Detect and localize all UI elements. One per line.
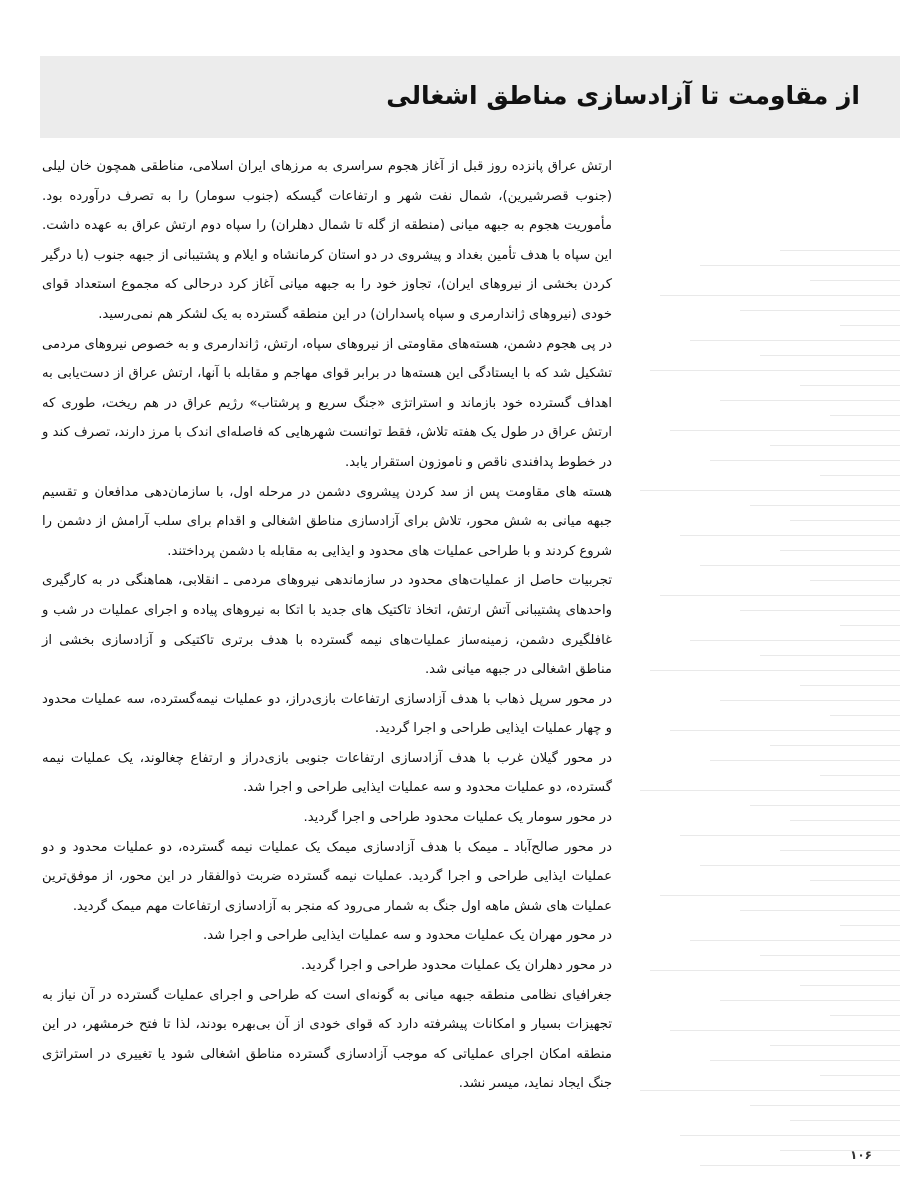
decorative-side-lines — [632, 250, 900, 1190]
decorative-line — [820, 475, 900, 476]
decorative-line — [700, 1165, 900, 1166]
decorative-line — [720, 400, 900, 401]
decorative-line — [690, 940, 900, 941]
decorative-line — [770, 745, 900, 746]
decorative-line — [790, 1120, 900, 1121]
decorative-line — [780, 550, 900, 551]
paragraph-six-axes: هسته های مقاومت پس از سد کردن پیشروی دشمن در مرحله اول، با سازمان‌دهی مدافعان و تقسیم جبهه میانی به شش محور، تلاش برای آزادسازی مناطق اشغالی و اقدام برای سلب آرامش از دشمن را شروع کردند و با طراحی عملیات های محدود و ایذایی به مقابله با دشمن پرداختند. — [42, 484, 612, 559]
decorative-line — [790, 520, 900, 521]
decorative-line — [780, 250, 900, 251]
decorative-line — [740, 910, 900, 911]
decorative-line — [700, 865, 900, 866]
decorative-line — [740, 610, 900, 611]
decorative-line — [680, 835, 900, 836]
paragraph-resistance-cores: در پی هجوم دشمن، هسته‌های مقاومتی از نیروهای سپاه، ارتش، ژاندارمری و به خصوص نیروهای مردمی تشکیل شد که با ایستادگی این هسته‌ها در برابر قوای مهاجم و مقابله با آنها، ارتش عراق از دست‌یابی به اهداف گسترده خود بازماند و استراتژی «جنگ سریع و پرشتاب» رژیم عراق در هم ریخت، طوری که ارتش عراق در طول یک هفته تلاش، فقط توانست شهرهایی که فاصله‌ای اندک با مرز دارند، تصرف کند و در خطوط پدافندی ناقص و ناموزون استقرار یابد. — [42, 336, 612, 470]
decorative-line — [800, 385, 900, 386]
decorative-line — [760, 655, 900, 656]
paragraph-sumar: در محور سومار یک عملیات محدود طراحی و اجرا گردید. — [303, 810, 612, 826]
decorative-line — [840, 325, 900, 326]
decorative-line — [780, 1150, 900, 1151]
decorative-line — [770, 445, 900, 446]
decorative-line — [660, 295, 900, 296]
decorative-line — [650, 970, 900, 971]
decorative-line — [710, 760, 900, 761]
decorative-line — [690, 340, 900, 341]
decorative-line — [830, 1015, 900, 1016]
paragraph-intro: ارتش عراق پانزده روز قبل از آغاز هجوم سراسری به مرزهای ایران اسلامی، مناطقی همچون خان لیلی (جنوب قصرشیرین)، شمال نفت شهر و ارتفاعات گیسکه (جنوب سومار) را به تصرف درآورده بود. مأموریت هجوم به جبهه میانی (منطقه از گله تا شمال دهلران) را سپاه دوم ارتش عراق به عهده داشت. این سپاه با هدف تأمین بغداد و پیشروی در دو استان کرمانشاه و ایلام و پشتیبانی از جبهه جنوب (با درگیر کردن بخشی از نیروهای ایران)، تجاوز خود را به جبهه میانی آغاز کرد درحالی که مجموع استعداد قوای خودی (نیروهای ژاندارمری و سپاه پاسداران) در این منطقه گسترده به یک لشکر هم نمی‌رسید. — [42, 159, 612, 322]
decorative-line — [720, 1000, 900, 1001]
decorative-line — [830, 715, 900, 716]
article-body — [42, 152, 612, 1099]
decorative-line — [650, 370, 900, 371]
decorative-line — [810, 280, 900, 281]
decorative-line — [760, 355, 900, 356]
paragraph-saleh-abad-mimak: در محور صالح‌آباد ـ میمک با هدف آزادسازی میمک یک عملیات نیمه گسترده، دو عملیات محدود و دو عملیات ایذایی طراحی و اجرا گردید. عملیات نیمه گسترده ضربت ذوالفقار در این محور، از موفق‌ترین عملیات های شش ماهه اول جنگ به شمار می‌رود که منجر به آزادسازی ارتفاعات مهم میمک گردید. — [42, 839, 612, 914]
decorative-line — [670, 1030, 900, 1031]
decorative-line — [710, 1060, 900, 1061]
decorative-line — [700, 565, 900, 566]
decorative-line — [650, 670, 900, 671]
decorative-line — [680, 535, 900, 536]
paragraph-mehran: در محور مهران یک عملیات محدود و سه عملیات ایذایی طراحی و اجرا شد. — [203, 928, 612, 944]
decorative-line — [760, 955, 900, 956]
paragraph-geography: جغرافیای نظامی منطقه جبهه میانی به گونه‌ای است که طراحی و اجرای عملیات گسترده در آن نیاز به تجهیزات بسیار و امکانات پیشرفته دارد که قوای خودی از آن بی‌بهره بودند، لذا تا فتح خرمشهر، در این منطقه امکان اجرای عملیاتی که موجب آزادسازی گسترده مناطق اشغالی شود یا تغییری در استراتژی جنگ ایجاد نماید، میسر نشد. — [42, 987, 612, 1092]
decorative-line — [690, 640, 900, 641]
decorative-line — [660, 595, 900, 596]
decorative-line — [670, 730, 900, 731]
decorative-line — [670, 430, 900, 431]
paragraph-experience: تجربیات حاصل از عملیات‌های محدود در سازماندهی نیروهای مردمی ـ انقلابی، هماهنگی در به کارگیری واحدهای پشتیبانی آتش ارتش، اتخاذ تاکتیک های جدید با اتکا به نیروهای پیاده و اجرای عملیات در شب و غافلگیری دشمن، زمینه‌ساز عملیات‌های نیمه گسترده با هدف برتری تاکتیکی و آزادسازی بخشی از مناطق اشغالی در جبهه میانی شد. — [42, 573, 612, 678]
decorative-line — [780, 850, 900, 851]
decorative-line — [820, 1075, 900, 1076]
decorative-line — [640, 790, 900, 791]
decorative-line — [770, 1045, 900, 1046]
decorative-line — [750, 1105, 900, 1106]
decorative-line — [750, 505, 900, 506]
decorative-line — [840, 925, 900, 926]
decorative-line — [800, 985, 900, 986]
paragraph-sarpol-zahab: در محور سرپل ذهاب با هدف آزادسازی ارتفاعات بازی‌دراز، دو عملیات نیمه‌گسترده، سه عملیات محدود و چهار عملیات ایذایی طراحی و اجرا گردید. — [42, 691, 612, 737]
decorative-line — [830, 415, 900, 416]
paragraph-dehloran: در محور دهلران یک عملیات محدود طراحی و اجرا گردید. — [301, 958, 612, 974]
decorative-line — [720, 700, 900, 701]
decorative-line — [660, 895, 900, 896]
decorative-line — [640, 490, 900, 491]
page-number: ۱۰۶ — [850, 1148, 872, 1162]
decorative-line — [750, 805, 900, 806]
decorative-line — [810, 580, 900, 581]
decorative-line — [740, 310, 900, 311]
decorative-line — [640, 1090, 900, 1091]
decorative-line — [820, 775, 900, 776]
decorative-line — [790, 820, 900, 821]
decorative-line — [800, 685, 900, 686]
page-title: از مقاومت تا آزادسازی مناطق اشغالی — [386, 81, 860, 110]
decorative-line — [810, 880, 900, 881]
decorative-line — [700, 265, 900, 266]
decorative-line — [840, 625, 900, 626]
decorative-line — [680, 1135, 900, 1136]
paragraph-gilan-gharb: در محور گیلان غرب با هدف آزادسازی ارتفاعات جنوبی بازی‌دراز و ارتفاع چغالوند، یک عملیات نیمه گسترده، دو عملیات محدود و سه عملیات ایذایی طراحی و اجرا شد. — [42, 750, 612, 796]
decorative-line — [710, 460, 900, 461]
